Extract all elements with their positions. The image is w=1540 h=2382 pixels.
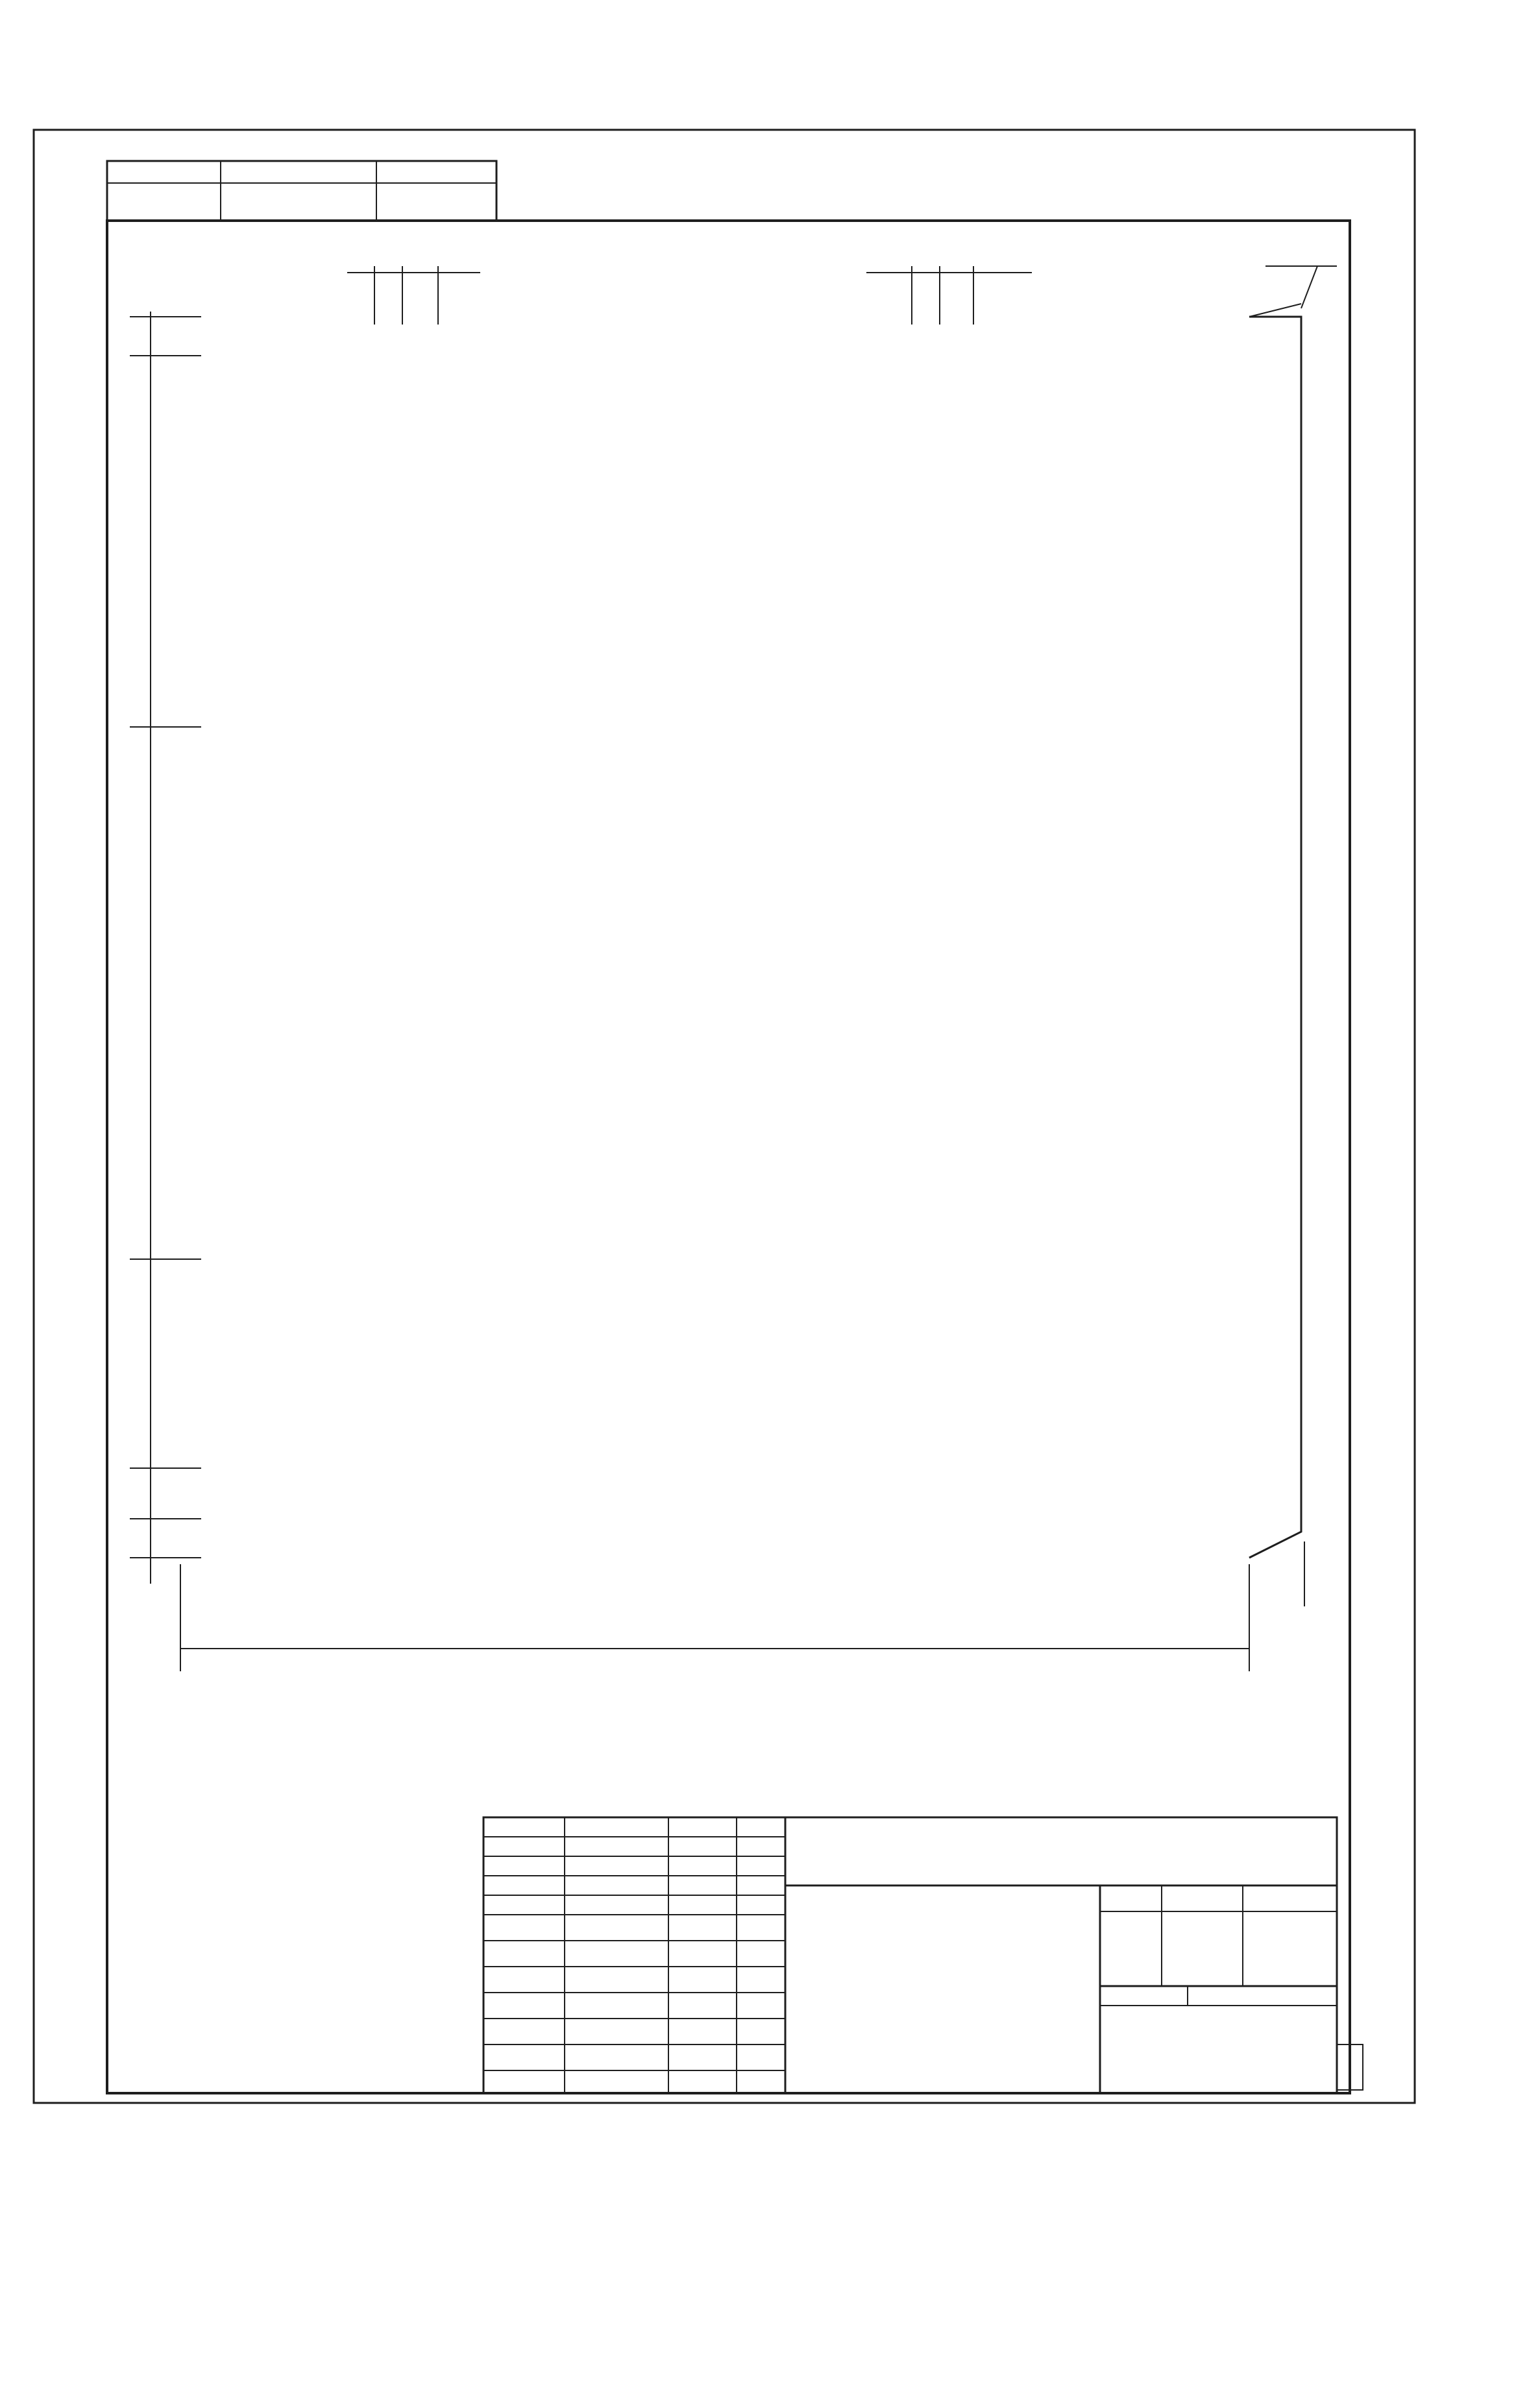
inner-frame xyxy=(107,221,1350,2093)
sheet-frame xyxy=(34,130,1415,2103)
top-dimensions xyxy=(347,266,1337,325)
bottom-dimension xyxy=(180,1541,1304,1671)
mesh-side-face xyxy=(1249,317,1301,1558)
left-dimensions xyxy=(130,312,201,1584)
title-block xyxy=(483,1817,1363,2093)
archive-stamp xyxy=(107,161,496,221)
